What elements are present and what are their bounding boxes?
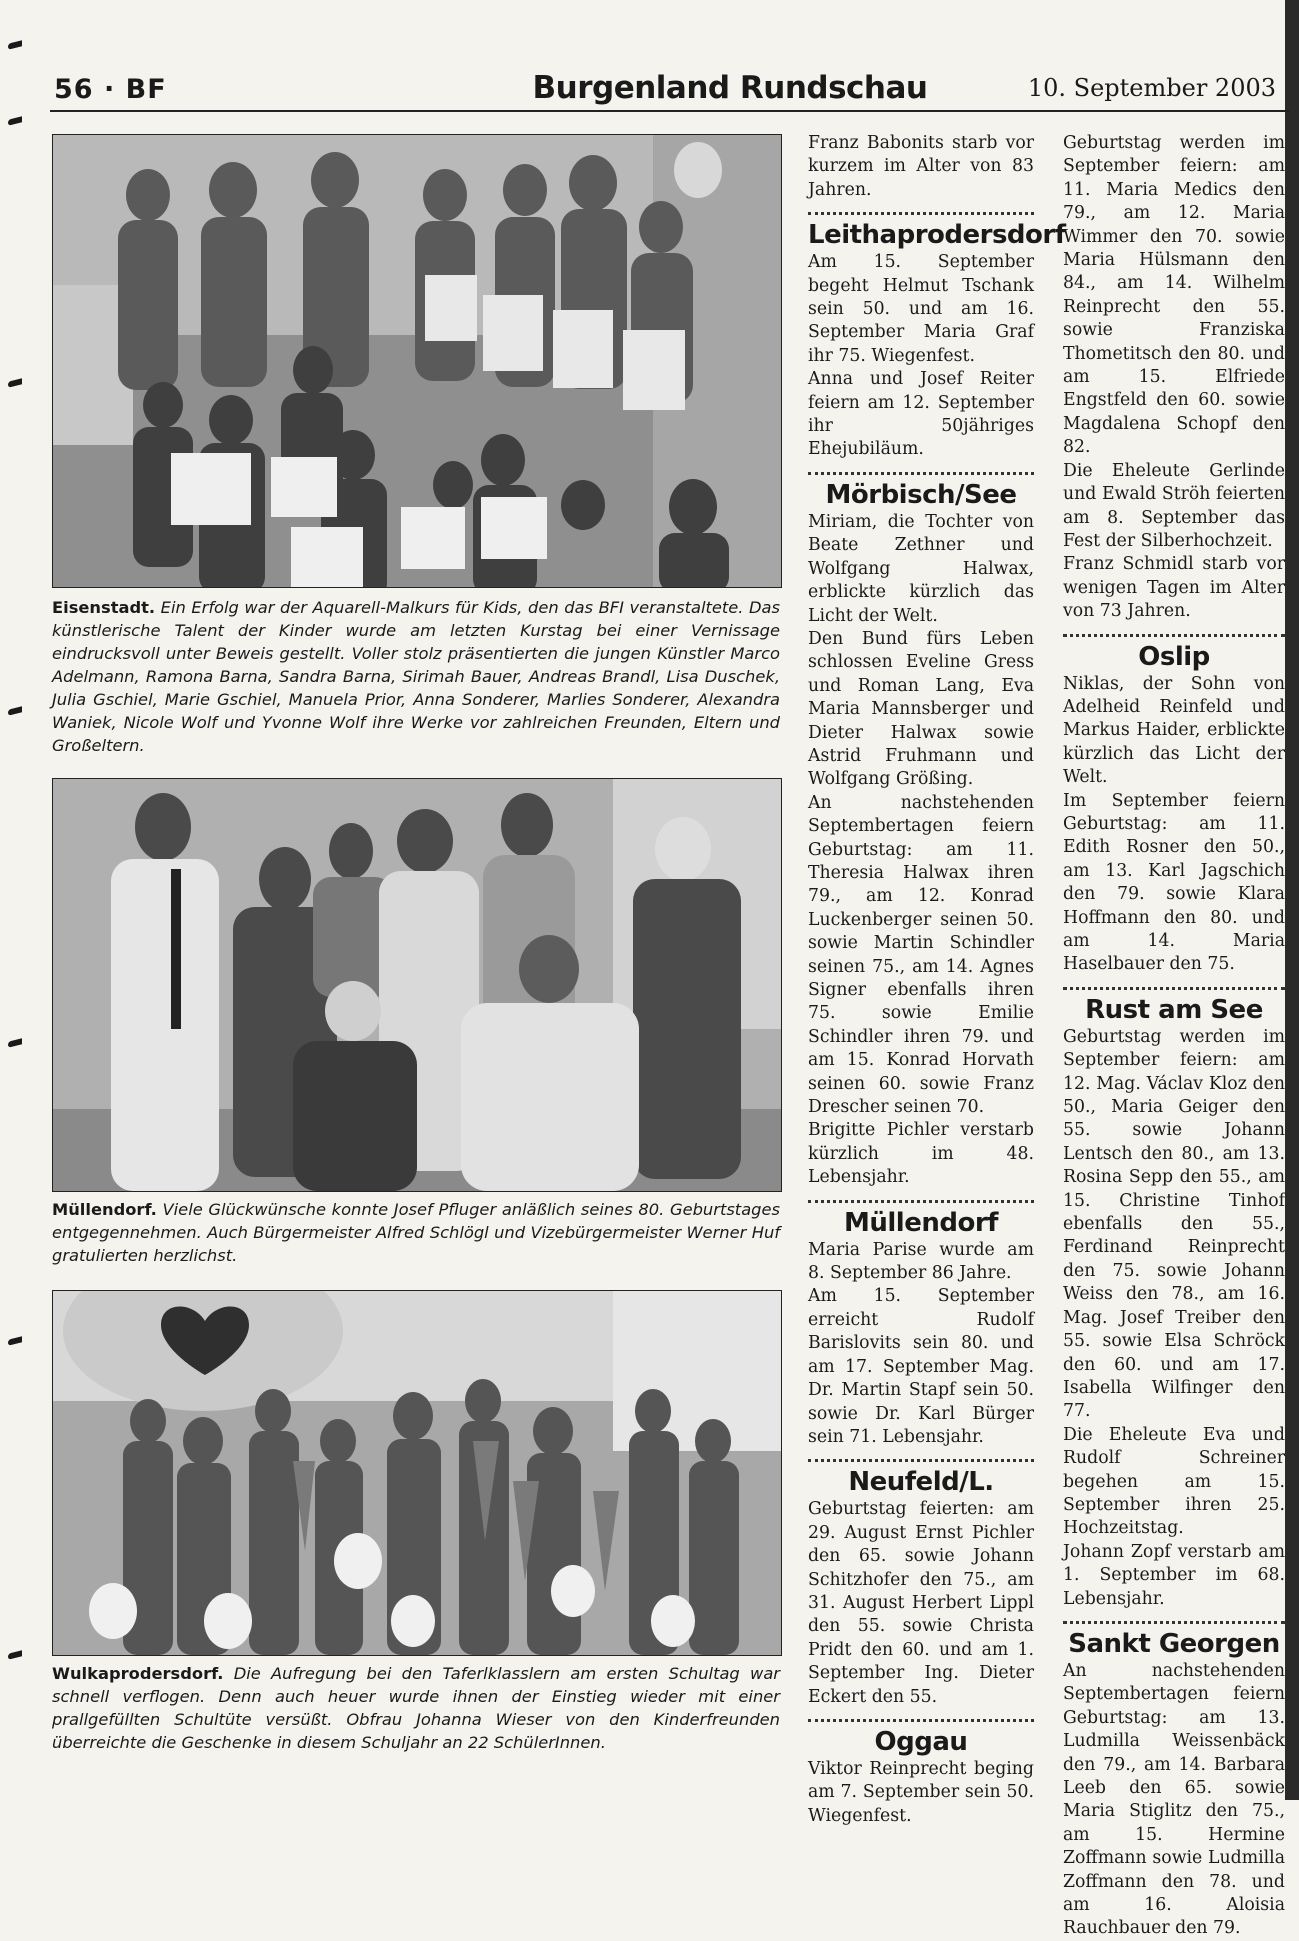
section-heading-sankt-georgen: Sankt Georgen <box>1068 1628 1280 1659</box>
caption-eisenstadt <box>52 596 780 757</box>
section-heading-oslip: Oslip <box>1138 641 1210 672</box>
article-paragraph: Franz Schmidl starb vor wenigen Tagen im Alter von 73 Jahren. <box>1063 554 1285 622</box>
article-paragraph: Niklas, der Sohn von Adelheid Reinfeld und Markus Haider, erblickte kürzlich das Licht der Welt. <box>1063 673 1285 788</box>
article-paragraph: Am 15. September begeht Helmut Tschank sein 50. und am 16. September Maria Graf ihr 75. Wiegenfest. <box>808 252 1034 366</box>
dotted-separator <box>1063 983 1285 990</box>
dotted-separator <box>808 208 1034 215</box>
section-heading-moerbisch: Mörbisch/See <box>825 479 1017 510</box>
section-heading-leithaprodersdorf: Leithaprodersdorf <box>808 220 1066 251</box>
section-heading-oggau: Oggau <box>874 1726 968 1757</box>
page-header <box>50 64 1290 112</box>
photo-birthday-muellendorf <box>52 778 782 1192</box>
punch-mark <box>8 706 22 715</box>
article-paragraph: Die Eheleute Gerlinde und Ewald Ströh feierten am 8. September das Fest der Silberhochzeit. <box>1063 460 1285 551</box>
dotted-separator <box>1063 630 1285 637</box>
newspaper-title: Burgenland Rundschau <box>532 70 928 106</box>
caption-text: Ein Erfolg war der Aquarell-Malkurs für Kids, den das BFI veranstaltete. Das künstlerische Talent der Kinder wurde am letzten Kurstag bei einer Vernissage eindrucksvoll unter Beweis gestellt. Voller stolz präsentierten die jungen Künstler Marco Adelmann, Ramona Barna, Sandra Barna, Sirimah Bauer, Andreas Brandl, Lisa Duschek, Julia Gschiel, Marie Gschiel, Manuela Prior, Anna Sonderer, Marlies Sonderer, Alexandra Waniek, Nicole Wolf und Yvonne Wolf ihre Werke vor zahlreichen Freunden, Eltern und Großeltern. <box>52 598 780 755</box>
article-paragraph: Miriam, die Tochter von Beate Zethner und Wolfgang Halwax, erblickte kürzlich das Licht der Welt. <box>808 511 1034 626</box>
punch-mark <box>8 378 22 387</box>
article-paragraph: An nachstehenden Septembertagen feiern Geburtstag: am 11. Theresia Halwax ihren 79., am 12. Konrad Luckenberger seinen 50. sowie Martin Schindler seinen 75., am 14. Agnes Signer ebenfalls ihren 75. sowie Emilie Schindler ihren 79. und am 15. Konrad Horvath seinen 60. sowie Franz Drescher seinen 70. <box>808 792 1034 1118</box>
dotted-separator <box>1063 1617 1285 1624</box>
article-paragraph: Johann Zopf verstarb am 1. September im 68. Lebensjahr. <box>1063 1541 1285 1609</box>
photo-first-school-day <box>52 1290 782 1656</box>
article-paragraph: An nachstehenden Septembertagen feiern Geburtstag: am 13. Ludmilla Weissenbäck den 79., am 14. Barbara Leeb den 65. sowie Maria Stiglitz den 75., am 15. Hermine Zoffmann sowie Ludmilla Zoffmann den 78. und am 16. Aloisia Rauchbauer den 79. <box>1063 1660 1285 1939</box>
article-paragraph: Franz Babonits starb vor kurzem im Alter von 83 Jahren. <box>808 133 1034 200</box>
issue-date: 10. September 2003 <box>1027 74 1276 102</box>
article-paragraph: Viktor Reinprecht beging am 7. September sein 50. Wiegenfest. <box>808 1758 1034 1826</box>
article-paragraph: Geburtstag werden im September feiern: am 12. Mag. Václav Kloz den 50., Maria Geiger den 55. sowie Johann Lentsch den 80., am 13. Rosina Sepp den 55., am 15. Christine Tinhof ebenfalls den 55., Ferdinand Reinprecht den 75. sowie Johann Weiss den 78., am 16. Mag. Josef Treiber den 55. sowie Elsa Schröck den 60. und am 17. Isabella Wilfinger den 77. <box>1063 1026 1285 1422</box>
dotted-separator <box>808 1455 1034 1462</box>
article-paragraph: Im September feiern Geburtstag: am 11. Edith Rosner den 50., am 13. Karl Jagschich den 79. sowie Klara Hoffmann den 80. und am 14. Maria Haselbauer den 75. <box>1063 790 1285 975</box>
caption-location: Wulkaprodersdorf. <box>52 1664 224 1683</box>
article-paragraph: Brigitte Pichler verstarb kürzlich im 48. Lebensjahr. <box>808 1120 1034 1188</box>
section-heading-rust: Rust am See <box>1085 994 1263 1025</box>
article-paragraph: Geburtstag feierten: am 29. August Ernst Pichler den 65. sowie Johann Schitzhofer den 75., am 31. August Herbert Lippl den 55. sowie Christa Pridt den 60. und am 1. September Ing. Dieter Eckert den 55. <box>808 1499 1034 1707</box>
article-paragraph: Maria Parise wurde am 8. September 86 Jahre. <box>808 1239 1034 1284</box>
punch-mark <box>8 1650 22 1659</box>
section-heading-neufeld: Neufeld/L. <box>848 1467 994 1498</box>
column-community-news-b <box>1063 132 1285 1941</box>
article-paragraph: Am 15. September erreicht Rudolf Barislovits sein 80. und am 17. September Mag. Dr. Martin Stapf sein 50. sowie Dr. Karl Bürger sein 71. Lebensjahr. <box>808 1286 1034 1447</box>
caption-text: Die Aufregung bei den Taferlklasslern am ersten Schultag war schnell verflogen. Denn auch heuer wurde ihnen der Einstieg wieder mit einer prallgefüllten Schultüte versüßt. Obfrau Johanna Wieser von den Kinderfreunden überreichte die Geschenke in diesem Schuljahr an 22 SchülerInnen. <box>52 1664 780 1752</box>
caption-muellendorf <box>52 1198 780 1267</box>
dotted-separator <box>808 1715 1034 1722</box>
caption-location: Eisenstadt. <box>52 598 156 617</box>
caption-wulkaprodersdorf <box>52 1662 780 1754</box>
dotted-separator <box>808 1196 1034 1203</box>
column-community-news-a <box>808 132 1066 1828</box>
punch-mark <box>8 116 22 125</box>
dotted-separator <box>808 468 1034 475</box>
caption-text: Viele Glückwünsche konnte Josef Pfluger anläßlich seines 80. Geburtstages entgegennehmen. Auch Bürgermeister Alfred Schlögl und Vizebürgermeister Werner Huf gratulierten herzlichst. <box>52 1200 780 1265</box>
caption-location: Müllendorf. <box>52 1200 157 1219</box>
section-heading-muellendorf: Müllendorf <box>844 1207 998 1238</box>
punch-mark <box>8 40 22 49</box>
article-paragraph: Geburtstag werden im September feiern: am 11. Maria Medics den 79., am 12. Maria Wimmer den 70. sowie Maria Hülsmann den 84., am 14. Wilhelm Reinprecht den 55. sowie Franziska Thometitsch den 80. und am 15. Elfriede Engstfeld den 60. sowie Magdalena Schopf den 82. <box>1063 133 1285 458</box>
article-paragraph: Die Eheleute Eva und Rudolf Schreiner begehen am 15. September ihren 25. Hochzeitstag. <box>1063 1424 1285 1539</box>
punch-mark <box>8 1038 22 1047</box>
page-binding-edge <box>1285 0 1299 1800</box>
photo-art-course-children <box>52 134 782 588</box>
punch-mark <box>8 1336 22 1345</box>
page-number: 56 · BF <box>54 74 167 105</box>
article-paragraph: Anna und Josef Reiter feiern am 12. September ihr 50jähriges Ehejubiläum. <box>808 369 1034 460</box>
article-paragraph: Den Bund fürs Leben schlossen Eveline Gress und Roman Lang, Eva Maria Mannsberger und Dieter Halwax sowie Astrid Fruhmann und Wolfgang Größing. <box>808 628 1034 790</box>
